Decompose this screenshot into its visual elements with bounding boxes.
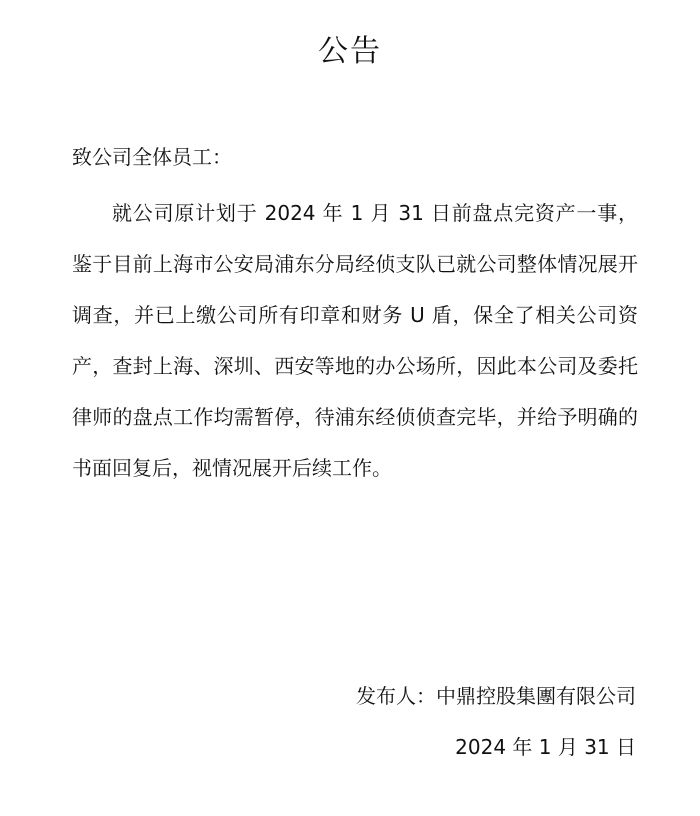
notice-date: 2024 年 1 月 31 日 [455,735,636,759]
publisher-line: 发布人：中鼎控股集團有限公司 [356,684,636,708]
notice-title: 公告 [318,34,382,69]
notice-body: 就公司原计划于 2024 年 1 月 31 日前盘点完资产一事，鉴于目前上海市公安局浦东分局经侦支队已就公司整体情况展开调查，并已上缴公司所有印章和财务 U 盾，保全了相关公司资产，查封上海、深圳、西安等地的办公场所，因此本公司及委托律师的盘点工作均需暂停，待浦东经侦侦查完毕，并给予明确的书面回复后，视情况展开后续工作。 [72,201,638,480]
salutation: 致公司全体员工： [72,145,232,169]
